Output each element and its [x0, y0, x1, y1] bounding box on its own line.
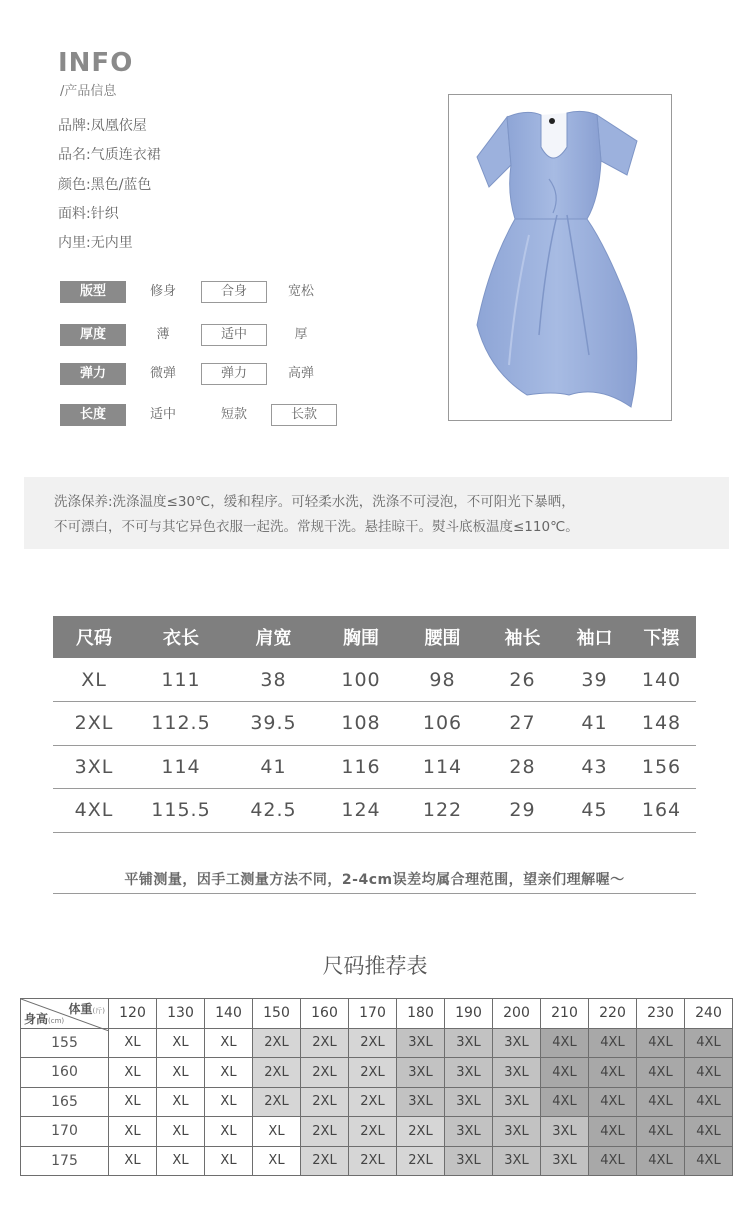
table-row [53, 658, 696, 702]
size-cell: 2XL [349, 1058, 397, 1088]
size-cell: 2XL [253, 1028, 301, 1058]
size-cell: 3XL [493, 1117, 541, 1147]
size-cell: 2XL [397, 1117, 445, 1147]
weight-cell: 130 [157, 999, 205, 1029]
info-subtitle: /产品信息 [60, 84, 117, 99]
table-cell: 116 [320, 745, 402, 789]
attr-option-selected: 合身 [201, 281, 267, 303]
weight-cell: 160 [301, 999, 349, 1029]
recommend-title: 尺码推荐表 [322, 954, 428, 978]
table-cell: 2XL [53, 702, 135, 746]
table-cell: 26 [483, 658, 562, 702]
table-cell: 164 [627, 789, 696, 833]
attr-label: 厚度 [60, 324, 126, 346]
size-cell: XL [157, 1087, 205, 1117]
table-cell: 3XL [53, 745, 135, 789]
table-cell: 100 [320, 658, 402, 702]
attr-option: 高弹 [287, 366, 314, 381]
size-cell: 2XL [349, 1117, 397, 1147]
attr-option: 修身 [149, 284, 176, 299]
attr-option: 薄 [156, 327, 170, 342]
table-cell: 156 [627, 745, 696, 789]
weight-cell: 190 [445, 999, 493, 1029]
size-cell: XL [205, 1087, 253, 1117]
table-cell: 27 [483, 702, 562, 746]
attr-option: 微弹 [149, 366, 176, 381]
weight-cell: 180 [397, 999, 445, 1029]
size-cell: 3XL [493, 1058, 541, 1088]
table-cell: 112.5 [135, 702, 227, 746]
recommend-row [21, 1087, 733, 1117]
size-cell: XL [205, 1117, 253, 1147]
size-cell: 3XL [493, 1028, 541, 1058]
weight-header: 体重(斤) [68, 1002, 105, 1016]
header-cell: 衣长 [135, 616, 227, 658]
weight-cell: 210 [541, 999, 589, 1029]
size-table [53, 616, 696, 833]
size-cell: 4XL [685, 1028, 733, 1058]
height-cell: 155 [21, 1028, 109, 1058]
attr-option: 宽松 [287, 284, 314, 299]
recommend-row [21, 1028, 733, 1058]
size-cell: 3XL [445, 1146, 493, 1176]
table-cell: 122 [402, 789, 483, 833]
size-cell: 2XL [349, 1028, 397, 1058]
weight-cell: 170 [349, 999, 397, 1029]
weight-cell: 150 [253, 999, 301, 1029]
size-cell: 4XL [637, 1058, 685, 1088]
size-table-header [53, 616, 696, 658]
table-cell: 39 [562, 658, 627, 702]
size-cell: 4XL [589, 1028, 637, 1058]
table-row [53, 702, 696, 746]
size-cell: XL [109, 1058, 157, 1088]
size-cell: XL [109, 1117, 157, 1147]
product-photo [448, 94, 672, 421]
size-cell: 3XL [445, 1117, 493, 1147]
attr-row-fit [60, 281, 350, 305]
size-cell: 4XL [685, 1117, 733, 1147]
table-cell: 114 [402, 745, 483, 789]
attr-label: 弹力 [60, 363, 126, 385]
table-cell: XL [53, 658, 135, 702]
size-cell: XL [109, 1028, 157, 1058]
attr-option-selected: 长款 [271, 404, 337, 426]
size-cell: 3XL [541, 1146, 589, 1176]
height-cell: 165 [21, 1087, 109, 1117]
size-cell: 2XL [301, 1117, 349, 1147]
table-cell: 115.5 [135, 789, 227, 833]
recommend-row [21, 1058, 733, 1088]
spec-lining: 内里:无内里 [58, 235, 133, 252]
attr-option-selected: 适中 [201, 324, 267, 346]
weight-cell: 200 [493, 999, 541, 1029]
size-cell: 4XL [589, 1146, 637, 1176]
table-row [53, 789, 696, 833]
recommend-row [21, 1146, 733, 1176]
size-cell: XL [253, 1117, 301, 1147]
weight-cell: 230 [637, 999, 685, 1029]
header-cell: 肩宽 [227, 616, 320, 658]
table-cell: 29 [483, 789, 562, 833]
height-cell: 160 [21, 1058, 109, 1088]
table-cell: 41 [227, 745, 320, 789]
care-line: 洗涤保养:洗涤温度≤30℃，缓和程序。可轻柔水洗，洗涤不可浸泡，不可阳光下暴晒， [54, 494, 575, 510]
size-cell: 4XL [685, 1146, 733, 1176]
corner-cell [21, 999, 109, 1029]
attr-row-elasticity [60, 363, 350, 387]
size-cell: 2XL [301, 1028, 349, 1058]
recommend-header-row [21, 999, 733, 1029]
size-cell: XL [157, 1058, 205, 1088]
size-cell: 4XL [541, 1058, 589, 1088]
spec-list [58, 116, 161, 262]
size-cell: 4XL [589, 1117, 637, 1147]
table-cell: 106 [402, 702, 483, 746]
height-header: 身高(cm) [24, 1011, 65, 1026]
size-cell: 3XL [541, 1117, 589, 1147]
size-cell: 3XL [493, 1087, 541, 1117]
size-cell: 2XL [253, 1058, 301, 1088]
header-cell: 袖口 [562, 616, 627, 658]
attr-row-thickness [60, 324, 350, 348]
size-cell: 3XL [493, 1146, 541, 1176]
measure-note: 平铺测量，因手工测量方法不同，2-4cm误差均属合理范围，望亲们理解喔～ [53, 866, 696, 894]
size-cell: 4XL [685, 1058, 733, 1088]
size-cell: 4XL [637, 1028, 685, 1058]
size-cell: XL [109, 1087, 157, 1117]
table-cell: 4XL [53, 789, 135, 833]
size-cell: 3XL [445, 1028, 493, 1058]
care-instructions [24, 477, 729, 549]
table-cell: 38 [227, 658, 320, 702]
size-cell: 2XL [301, 1058, 349, 1088]
size-cell: XL [253, 1146, 301, 1176]
table-cell: 140 [627, 658, 696, 702]
size-cell: XL [157, 1028, 205, 1058]
size-cell: 4XL [637, 1117, 685, 1147]
table-cell: 39.5 [227, 702, 320, 746]
size-cell: 4XL [589, 1087, 637, 1117]
size-cell: 4XL [589, 1058, 637, 1088]
size-cell: 3XL [397, 1028, 445, 1058]
table-cell: 111 [135, 658, 227, 702]
size-cell: 3XL [445, 1058, 493, 1088]
spec-fabric: 面料:针织 [58, 205, 119, 222]
table-row [53, 745, 696, 789]
recommend-table [20, 998, 733, 1176]
weight-cell: 240 [685, 999, 733, 1029]
size-cell: XL [205, 1028, 253, 1058]
height-cell: 170 [21, 1117, 109, 1147]
size-cell: 2XL [349, 1087, 397, 1117]
attr-row-length [60, 404, 350, 428]
header-cell: 下摆 [627, 616, 696, 658]
size-cell: XL [109, 1146, 157, 1176]
size-cell: 2XL [301, 1087, 349, 1117]
size-cell: 4XL [541, 1028, 589, 1058]
size-cell: 4XL [637, 1087, 685, 1117]
weight-cell: 120 [109, 999, 157, 1029]
care-line: 不可漂白，不可与其它异色衣服一起洗。常规干洗。悬挂晾干。熨斗底板温度≤110℃。 [54, 519, 579, 535]
table-cell: 41 [562, 702, 627, 746]
attr-option: 短款 [220, 407, 247, 422]
table-cell: 108 [320, 702, 402, 746]
size-cell: XL [157, 1146, 205, 1176]
table-cell: 148 [627, 702, 696, 746]
size-cell: 3XL [397, 1058, 445, 1088]
size-cell: 4XL [541, 1087, 589, 1117]
dress-illustration [449, 95, 672, 421]
table-cell: 45 [562, 789, 627, 833]
table-cell: 42.5 [227, 789, 320, 833]
spec-name: 品名:气质连衣裙 [58, 147, 161, 164]
attr-label: 长度 [60, 404, 126, 426]
header-cell: 袖长 [483, 616, 562, 658]
size-cell: 3XL [397, 1087, 445, 1117]
size-cell: XL [205, 1146, 253, 1176]
attr-option: 适中 [149, 407, 176, 422]
size-cell: 2XL [397, 1146, 445, 1176]
header-cell: 尺码 [53, 616, 135, 658]
attr-option-selected: 弹力 [201, 363, 267, 385]
size-cell: 3XL [445, 1087, 493, 1117]
size-cell: XL [157, 1117, 205, 1147]
weight-cell: 140 [205, 999, 253, 1029]
table-cell: 98 [402, 658, 483, 702]
info-title: INFO [58, 48, 134, 78]
weight-cell: 220 [589, 999, 637, 1029]
recommend-row [21, 1117, 733, 1147]
table-cell: 28 [483, 745, 562, 789]
attr-option: 厚 [294, 327, 308, 342]
height-cell: 175 [21, 1146, 109, 1176]
size-cell: 2XL [349, 1146, 397, 1176]
header-cell: 腰围 [402, 616, 483, 658]
header-cell: 胸围 [320, 616, 402, 658]
size-cell: 4XL [685, 1087, 733, 1117]
spec-brand: 品牌:凤凰依屋 [58, 118, 147, 134]
table-cell: 43 [562, 745, 627, 789]
size-cell: XL [205, 1058, 253, 1088]
table-cell: 124 [320, 789, 402, 833]
spec-color: 颜色:黑色/蓝色 [58, 176, 152, 193]
size-cell: 4XL [637, 1146, 685, 1176]
size-cell: 2XL [253, 1087, 301, 1117]
size-cell: 2XL [301, 1146, 349, 1176]
attr-label: 版型 [60, 281, 126, 303]
table-cell: 114 [135, 745, 227, 789]
